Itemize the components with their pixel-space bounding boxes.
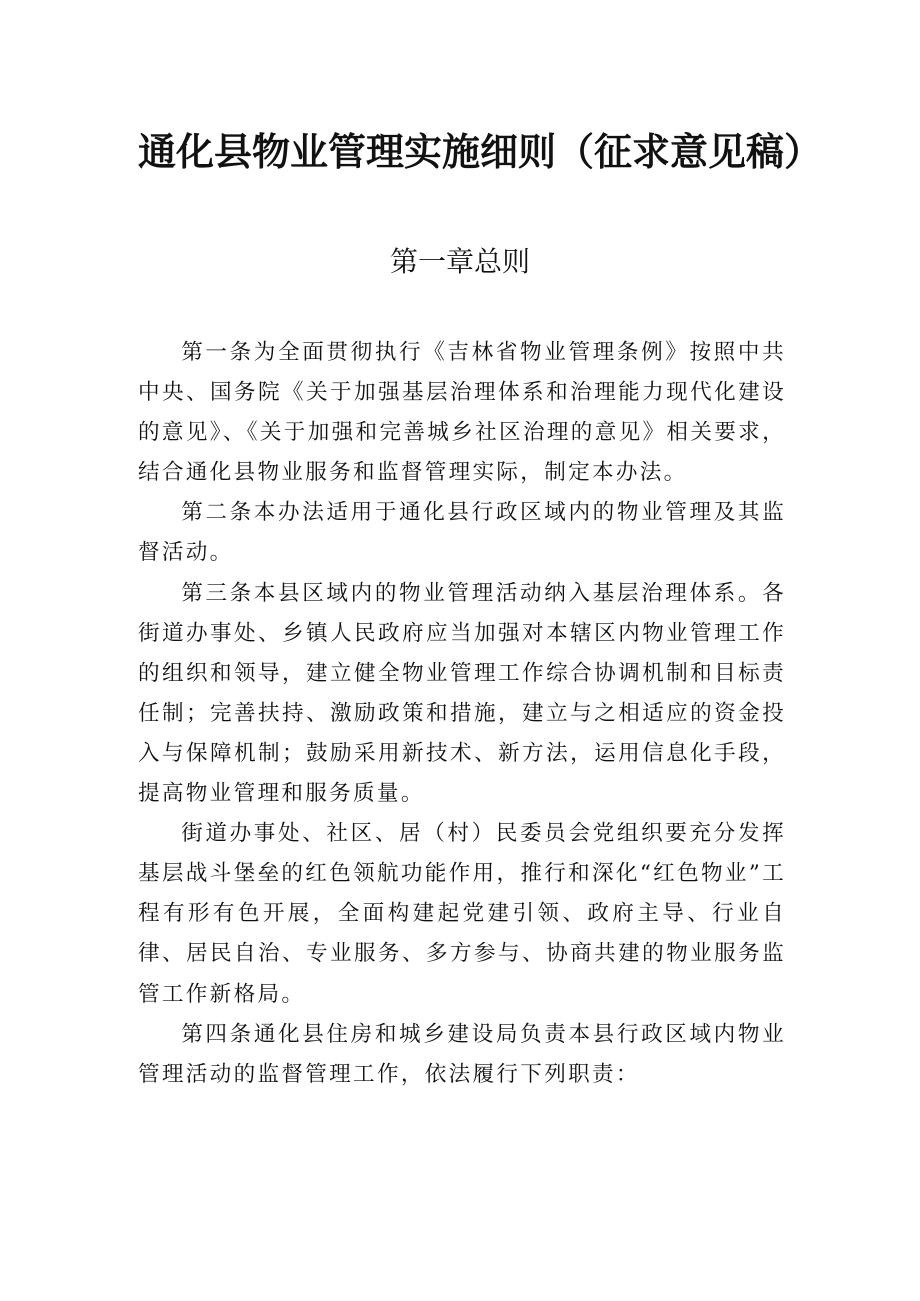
- article-4-paragraph: 第四条通化县住房和城乡建设局负责本县行政区域内物业管理活动的监督管理工作，依法履行下列职责：: [138, 1021, 786, 1087]
- article-3-subparagraph: 街道办事处、社区、居（村）民委员会党组织要充分发挥基层战斗堡垒的红色领航功能作用，推行和深化“红色物业”工程有形有色开展，全面构建起党建引领、政府主导、行业自律、居民自治、专业服务、多方参与、协商共建的物业服务监管工作新格局。: [138, 821, 786, 1007]
- chapter-heading: 第一章总则: [389, 245, 530, 278]
- article-1-paragraph: 第一条为全面贯彻执行《吉林省物业管理条例》按照中共中央、国务院《关于加强基层治理体系和治理能力现代化建设的意见》、《关于加强和完善城乡社区治理的意见》相关要求，结合通化县物业服务和监督管理实际，制定本办法。: [138, 340, 786, 486]
- document-title: 通化县物业管理实施细则（征求意见稿）: [138, 130, 823, 174]
- article-3-paragraph: 第三条本县区域内的物业管理活动纳入基层治理体系。各街道办事处、乡镇人民政府应当加强对本辖区内物业管理工作的组织和领导，建立健全物业管理工作综合协调机制和目标责任制；完善扶持、激励政策和措施，建立与之相适应的资金投入与保障机制；鼓励采用新技术、新方法，运用信息化手段，提高物业管理和服务质量。: [138, 580, 786, 807]
- article-2-paragraph: 第二条本办法适用于通化县行政区域内的物业管理及其监督活动。: [138, 500, 786, 566]
- document-body: [138, 333, 786, 1095]
